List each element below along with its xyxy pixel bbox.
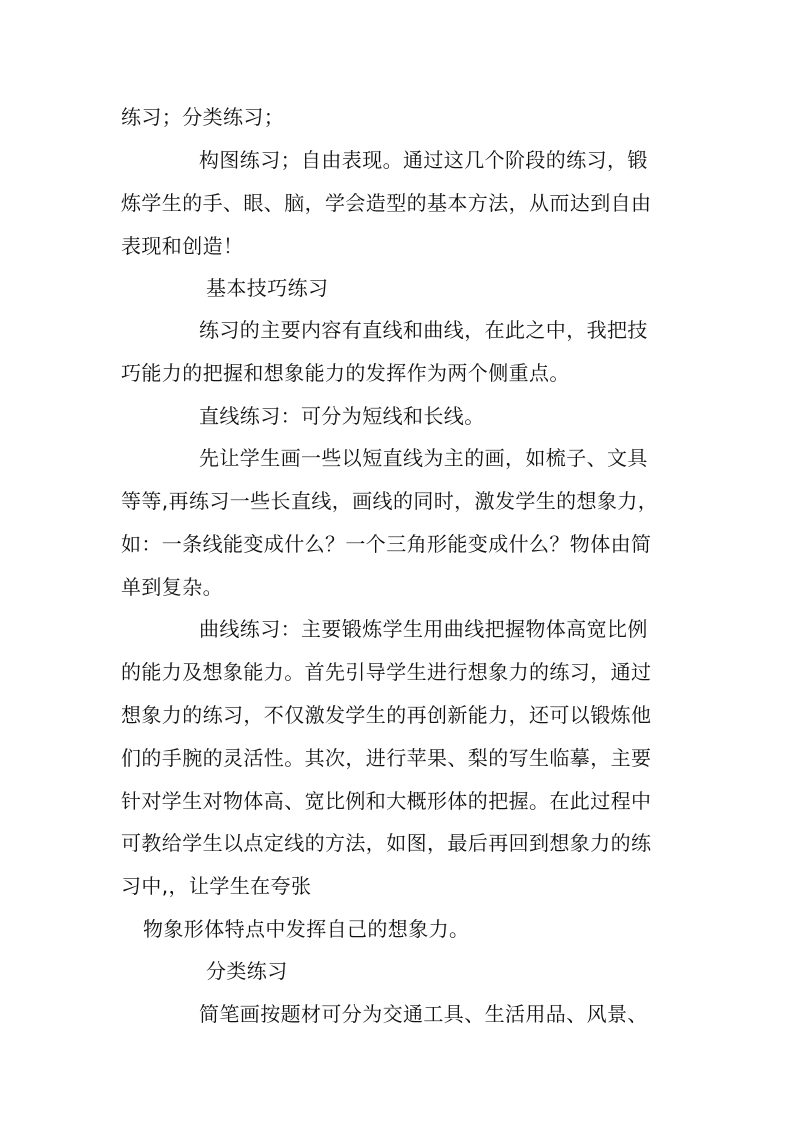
text-line-17: 针对学生对物体高、宽比例和大概形体的把握。在此过程中 — [121, 789, 652, 813]
text-line-19: 习中,，让学生在夸张 — [121, 874, 312, 898]
text-line-18: 可教给学生以点定线的方法，如图，最后再回到想象力的练 — [121, 831, 652, 855]
text-line-15: 想象力的练习，不仅激发学生的再创新能力，还可以锻炼他 — [121, 703, 652, 727]
text-line-6: 练习的主要内容有直线和曲线，在此之中，我把技 — [199, 318, 648, 342]
text-line-13: 曲线练习：主要锻炼学生用曲线把握物体高宽比例 — [199, 617, 648, 641]
text-line-14: 的能力及想象能力。首先引导学生进行想象力的练习，通过 — [121, 660, 652, 684]
text-line-4: 表现和创造！ — [121, 234, 244, 258]
text-line-11: 如：一条线能变成什么？一个三角形能变成什么？物体由简 — [121, 532, 652, 556]
text-line-12: 单到复杂。 — [121, 575, 223, 599]
section-heading-classification: 分类练习 — [206, 959, 288, 983]
text-line-20: 物象形体特点中发挥自己的想象力。 — [143, 917, 470, 941]
text-line-22: 简笔画按题材可分为交通工具、生活用品、风景、 — [199, 1002, 648, 1026]
text-line-1: 练习；分类练习； — [121, 105, 285, 129]
text-line-10: 等等,再练习一些长直线，画线的同时，激发学生的想象力， — [121, 489, 659, 513]
text-line-7: 巧能力的把握和想象能力的发挥作为两个侧重点。 — [121, 361, 570, 385]
text-line-16: 们的手腕的灵活性。其次，进行苹果、梨的写生临摹，主要 — [121, 746, 652, 770]
text-line-2: 构图练习；自由表现。通过这几个阶段的练习，锻 — [199, 148, 648, 172]
text-line-3: 炼学生的手、眼、脑，学会造型的基本方法，从而达到自由 — [121, 191, 652, 215]
text-line-9: 先让学生画一些以短直线为主的画，如梳子、文具 — [199, 446, 648, 470]
text-line-8: 直线练习：可分为短线和长线。 — [199, 404, 485, 428]
section-heading-basic-skills: 基本技巧练习 — [206, 276, 329, 300]
